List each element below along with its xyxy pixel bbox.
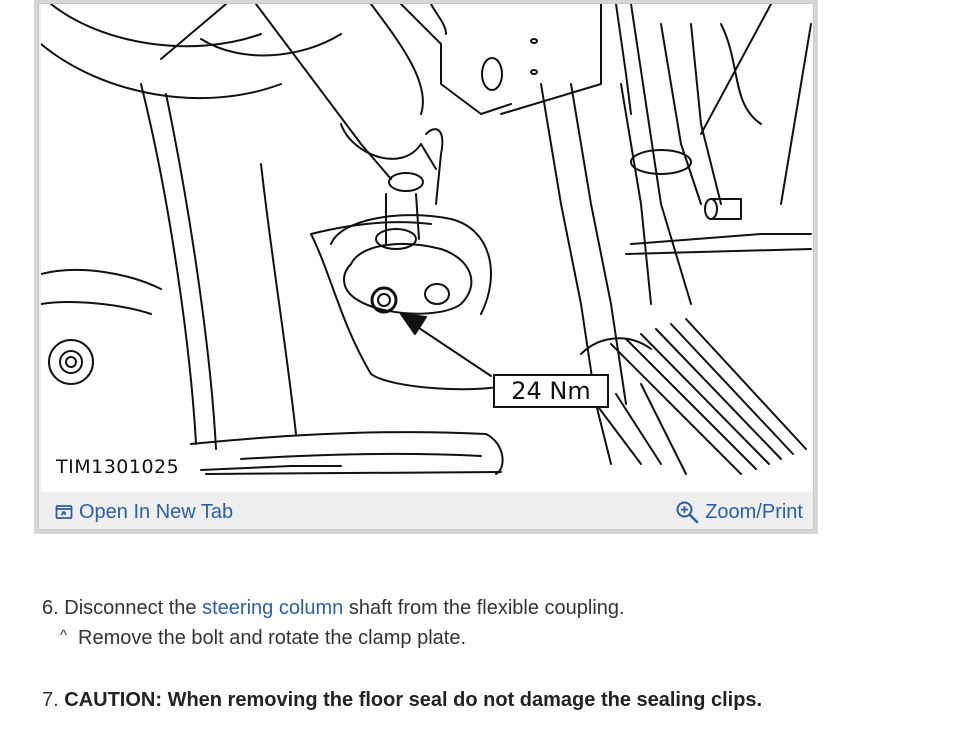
open-new-tab-icon: [55, 503, 73, 521]
open-in-new-tab-link[interactable]: [55, 501, 233, 524]
open-in-new-tab-label: Open In New Tab: [79, 500, 234, 523]
zoom-in-icon: [675, 500, 699, 524]
procedure-steps: [42, 594, 922, 716]
substep-marker: ^: [60, 627, 68, 644]
steering-column-link[interactable]: steering column: [202, 597, 344, 619]
zoom-print-link[interactable]: [675, 500, 803, 524]
figure-card: [34, 0, 818, 534]
step-6: [42, 594, 922, 624]
step-number: 6.: [42, 597, 59, 619]
figure-frame: [38, 3, 814, 530]
diagram-id-label: TIM1301025: [56, 456, 180, 478]
figure-actions-bar: [39, 494, 813, 530]
caution-text: CAUTION: When removing the floor seal do not damage the sealing clips.: [64, 689, 763, 711]
step-6-substep: [60, 624, 922, 654]
diagram-drawing: [41, 4, 813, 492]
torque-spec-label: 24 Nm: [493, 374, 609, 408]
step-text: Disconnect the: [64, 597, 197, 619]
technical-diagram[interactable]: [41, 4, 813, 492]
substep-text: Remove the bolt and rotate the clamp plate.: [78, 627, 467, 649]
step-text-continued: shaft from the flexible coupling.: [348, 597, 625, 619]
zoom-print-label: Zoom/Print: [705, 500, 803, 523]
step-7: [42, 686, 922, 716]
step-number: 7.: [42, 689, 59, 711]
